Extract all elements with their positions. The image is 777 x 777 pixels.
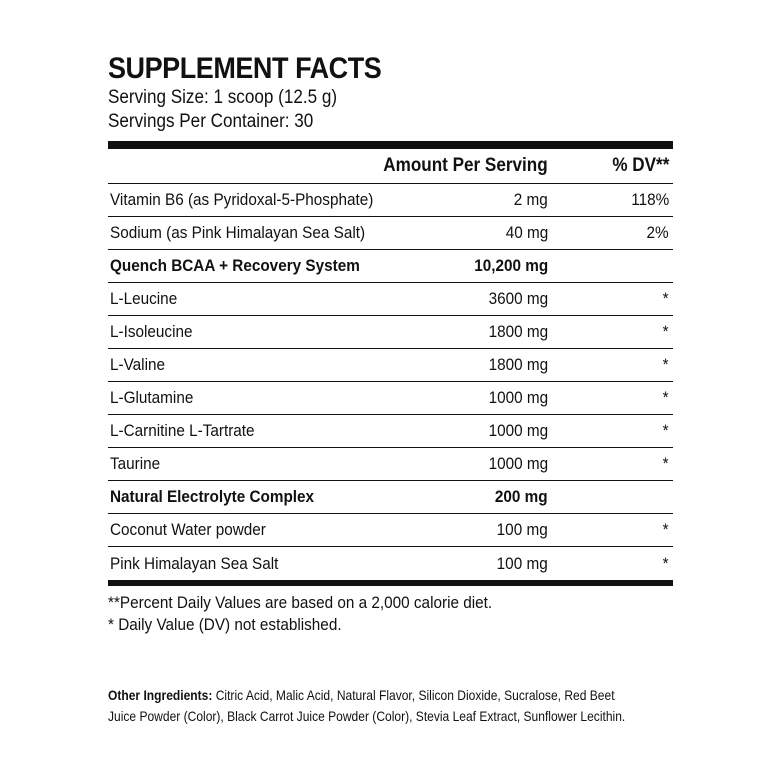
ingredient-dv: * xyxy=(663,421,669,440)
table-row xyxy=(108,217,673,250)
table-row xyxy=(108,316,673,349)
supplement-facts-panel xyxy=(108,52,673,636)
table-row xyxy=(108,184,673,217)
servings-per-container: Servings Per Container: 30 xyxy=(108,111,314,132)
bottom-thick-rule xyxy=(108,580,673,586)
other-ingredients-line-1 xyxy=(108,685,723,706)
ingredient-name: L-Glutamine xyxy=(110,388,194,407)
ingredient-amount: 1000 mg xyxy=(488,454,548,473)
ingredient-amount: 1800 mg xyxy=(488,322,548,341)
ingredient-name: L-Isoleucine xyxy=(110,322,193,341)
ingredient-amount: 100 mg xyxy=(496,520,548,539)
other-ingredients xyxy=(108,685,723,727)
ingredient-dv: * xyxy=(663,322,669,341)
ingredient-amount: 3600 mg xyxy=(488,289,548,308)
ingredient-name: Coconut Water powder xyxy=(110,520,266,539)
ingredient-dv: 2% xyxy=(646,223,669,242)
ingredient-name: Sodium (as Pink Himalayan Sea Salt) xyxy=(110,223,366,242)
dv-column-header: % DV** xyxy=(611,155,669,176)
blend-name: Natural Electrolyte Complex xyxy=(110,487,315,506)
blend-name: Quench BCAA + Recovery System xyxy=(110,256,360,275)
table-row xyxy=(108,283,673,316)
ingredient-name: Taurine xyxy=(110,454,161,473)
other-ingredients-label: Other Ingredients: xyxy=(108,687,213,703)
ingredient-amount: 1000 mg xyxy=(488,421,548,440)
ingredient-name: L-Leucine xyxy=(110,289,178,308)
ingredient-name: Pink Himalayan Sea Salt xyxy=(110,553,279,573)
table-row xyxy=(108,415,673,448)
table-row xyxy=(108,382,673,415)
ingredient-dv: * xyxy=(663,520,669,539)
percent-dv-footnote: **Percent Daily Values are based on a 2,000 calorie diet. xyxy=(108,593,493,612)
blend-amount: 200 mg xyxy=(495,487,548,506)
top-thick-rule xyxy=(108,141,673,149)
ingredient-dv: * xyxy=(663,454,669,473)
ingredient-amount: 1800 mg xyxy=(488,355,548,374)
ingredient-dv: * xyxy=(663,355,669,374)
ingredient-amount: 2 mg xyxy=(513,190,548,209)
table-row xyxy=(108,250,673,283)
table-row xyxy=(108,349,673,382)
other-ingredients-line-2 xyxy=(108,706,723,727)
panel-title: SUPPLEMENT FACTS xyxy=(108,52,382,85)
other-ingredients-text-2: Juice Powder (Color), Black Carrot Juice Powder (Color), Stevia Leaf Extract, Sunflower Lecithin. xyxy=(108,708,626,724)
dv-not-established-footnote: * Daily Value (DV) not established. xyxy=(108,615,342,634)
ingredient-dv: * xyxy=(663,289,669,308)
table-row xyxy=(108,514,673,547)
table-row xyxy=(108,448,673,481)
ingredient-amount: 1000 mg xyxy=(488,388,548,407)
ingredient-name: L-Valine xyxy=(110,355,166,374)
ingredient-name: Vitamin B6 (as Pyridoxal-5-Phosphate) xyxy=(110,190,374,209)
table-row xyxy=(108,481,673,514)
blend-amount: 10,200 mg xyxy=(473,256,548,275)
ingredient-amount: 40 mg xyxy=(505,223,548,242)
ingredient-dv: * xyxy=(663,388,669,407)
amount-column-header: Amount Per Serving xyxy=(383,155,548,176)
footnotes xyxy=(108,592,673,636)
serving-size: Serving Size: 1 scoop (12.5 g) xyxy=(108,87,338,108)
ingredient-amount: 100 mg xyxy=(496,553,548,573)
ingredient-dv: * xyxy=(663,553,669,573)
ingredient-dv: 118% xyxy=(631,190,669,209)
table-row xyxy=(108,547,673,580)
other-ingredients-text-1: Citric Acid, Malic Acid, Natural Flavor, Silicon Dioxide, Sucralose, Red Beet xyxy=(215,687,615,703)
ingredient-name: L-Carnitine L-Tartrate xyxy=(110,421,255,440)
table-header-row xyxy=(108,149,673,184)
